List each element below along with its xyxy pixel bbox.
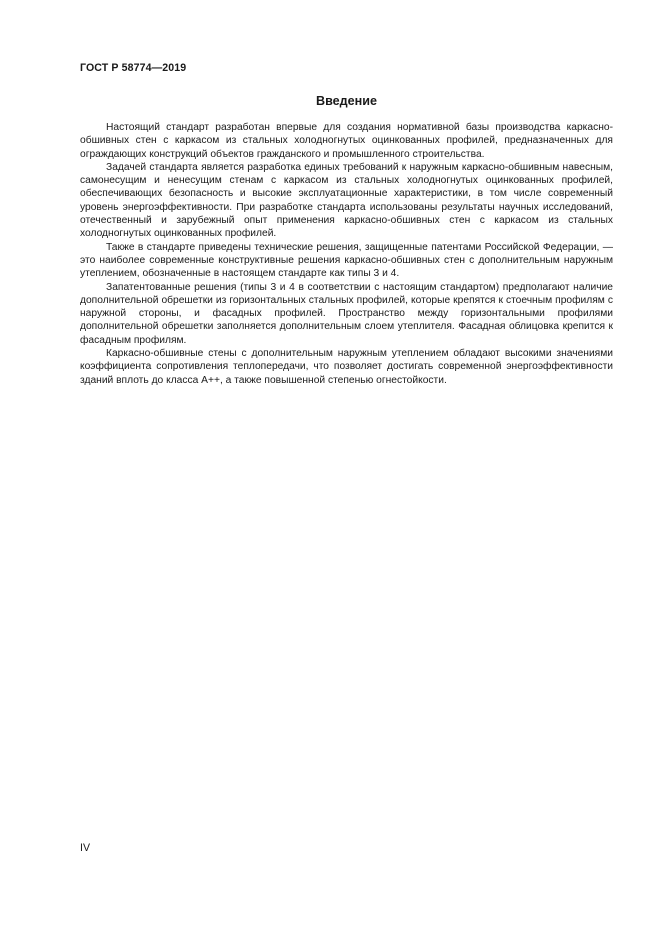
paragraph: Задачей стандарта является разработка единых требований к наружным каркасно-обшивным навесным, самонесущим и ненесущим стенам с каркасом из стальных холодногнутых оцинкованных профилей, обеспечивающих безопасность и высокие эксплуатационные характеристики, в том числе современный уровень энергоэффективности. При разработке стандарта использованы результаты научных исследований, отечественный и зарубежный опыт применения каркасно-обшивных стен с каркасом из стальных холодногнутых оцинкованных профилей. <box>80 161 613 240</box>
paragraph: Запатентованные решения (типы 3 и 4 в соответствии с настоящим стандартом) предполагают наличие дополнительной обрешетки из горизонтальных стальных профилей, которые крепятся к стоечным профилям с наружной стороны, и фасадных профилей. Пространство между горизонтальными профилями дополнительной обрешетки заполняется дополнительным слоем утеплителя. Фасадная облицовка крепится к фасадным профилям. <box>80 281 613 346</box>
section-title: Введение <box>315 94 378 108</box>
introduction-body <box>80 121 613 387</box>
paragraph: Каркасно-обшивные стены с дополнительным наружным утеплением обладают высокими значениями коэффициента сопротивления теплопередачи, что позволяет достигать современной энергоэффективности зданий вплоть до класса А++, а также повышенной степенью огнестойкости. <box>80 348 613 386</box>
standard-code-header: ГОСТ Р 58774—2019 <box>80 62 187 74</box>
paragraph: Настоящий стандарт разработан впервые для создания нормативной базы производства каркасно-обшивных стен с каркасом из стальных холодногнутых оцинкованных профилей, предназначенных для ограждающих конструкций объектов гражданского и промышленного строительства. <box>80 122 613 160</box>
paragraph: Также в стандарте приведены технические решения, защищенные патентами Российской Федерации, — это наиболее современные конструктивные решения каркасно-обшивных стен с дополнительным наружным утеплением, обозначенные в настоящем стандарте как типы 3 и 4. <box>80 241 613 280</box>
page-number: IV <box>80 842 91 854</box>
